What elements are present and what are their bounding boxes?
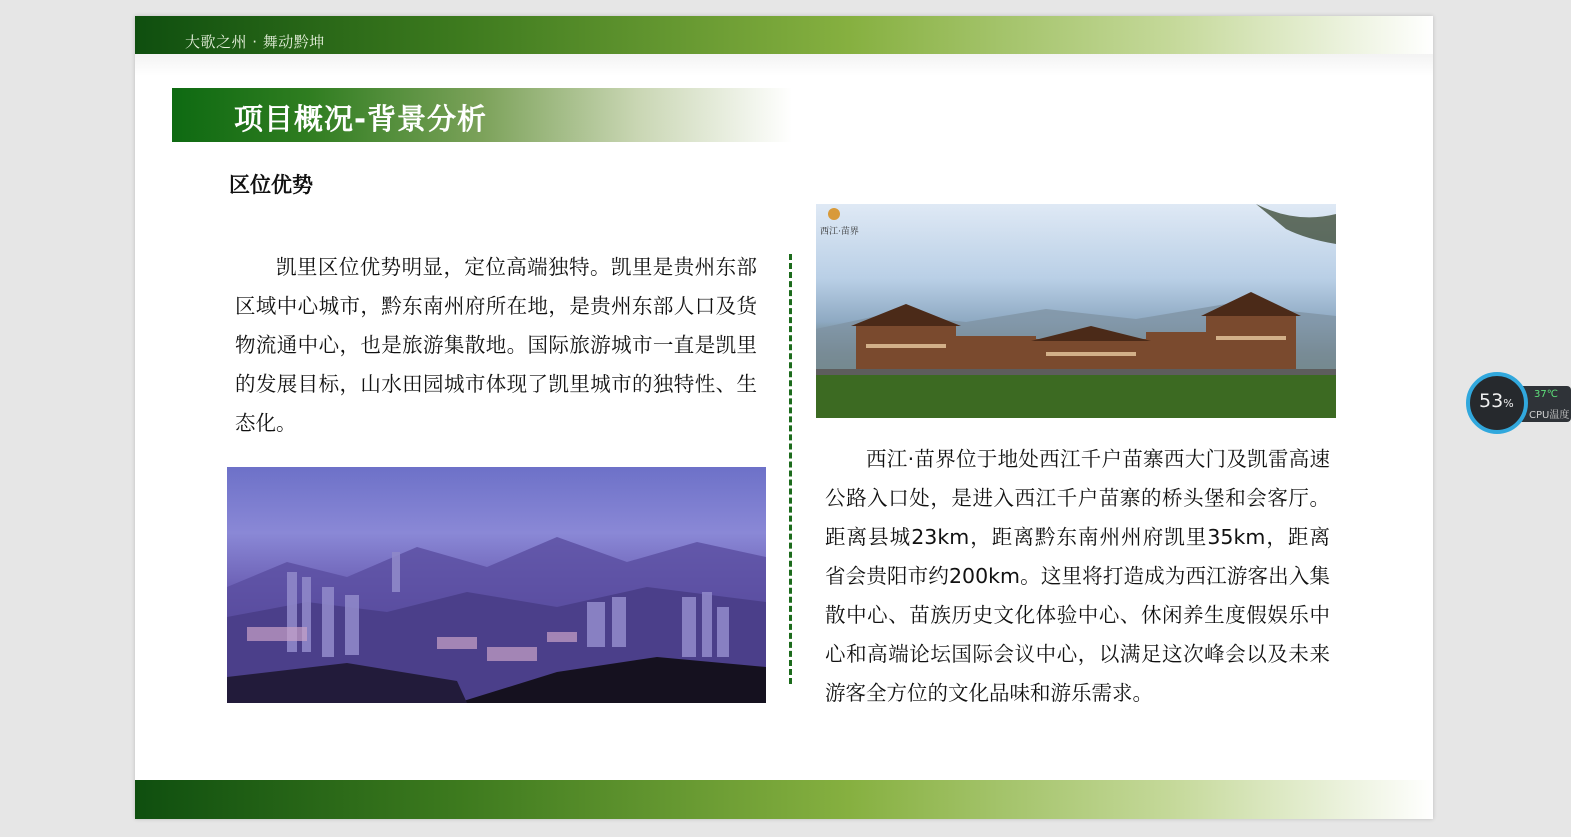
section-heading: 区位优势 — [229, 173, 313, 197]
title-band — [172, 88, 792, 142]
header-tagline: 大歌之州 · 舞动黔坤 — [185, 33, 325, 51]
cpu-usage-unit: % — [1503, 397, 1514, 410]
cpu-temperature: 37℃ — [1534, 389, 1558, 400]
left-paragraph: 凯里区位优势明显，定位高端独特。凯里是贵州东部区域中心城市，黔东南州府所在地，是贵州东部人口及货物流通中心，也是旅游集散地。国际旅游城市一直是凯里的发展目标，山水田园城市体现了凯里城市的独特性、生态化。 — [235, 255, 757, 435]
footer-bar — [135, 780, 1433, 819]
xijiang-village-photo — [816, 204, 1336, 418]
kaili-city-photo — [227, 467, 766, 703]
cpu-monitor-widget[interactable] — [1466, 372, 1571, 434]
cpu-usage-value — [1479, 390, 1514, 412]
header-bar — [135, 16, 1433, 54]
header-shadow — [135, 54, 1433, 76]
cpu-usage-number: 53 — [1479, 390, 1504, 412]
right-paragraph: 西江·苗界位于地处西江千户苗寨西大门及凯雷高速公路入口处，是进入西江千户苗寨的桥头堡和会客厅。距离县城23km，距离黔东南州州府凯里35km，距离省会贵阳市约200km。这里将打造成为西江游客出入集散中心、苗族历史文化体验中心、休闲养生度假娱乐中心和高端论坛国际会议中心，以满足这次峰会以及未来游客全方位的文化品味和游乐需求。 — [825, 447, 1330, 705]
column-divider — [789, 254, 792, 684]
slide — [135, 16, 1433, 819]
cpu-temperature-label: CPU温度 — [1529, 410, 1570, 421]
slide-title: 项目概况-背景分析 — [234, 102, 488, 136]
village-photo-logo: 西江·苗界 — [820, 227, 859, 237]
